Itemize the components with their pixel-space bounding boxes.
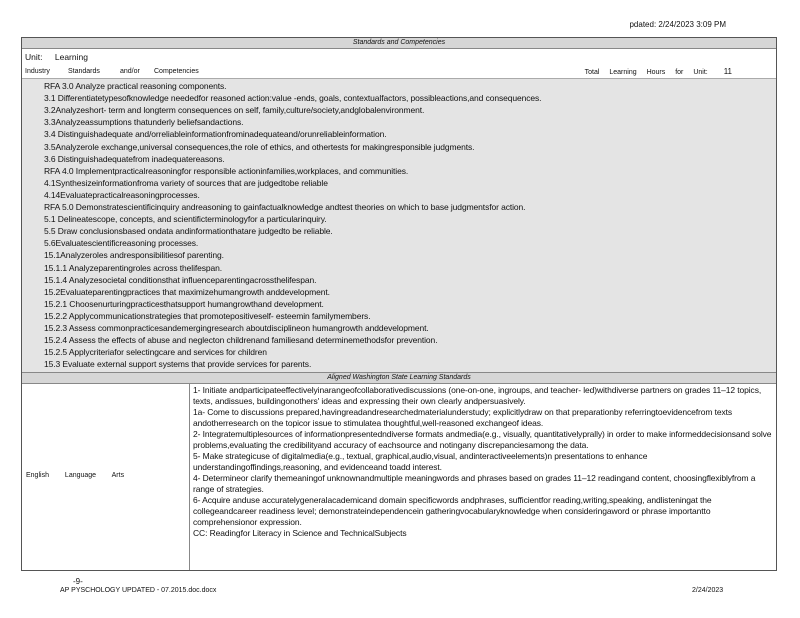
standard-text: 3.4 Distinguishadequate and/orreliableinformationfrominadequateand/orunreliableinformation.: [44, 129, 387, 140]
ela-standards-text: [193, 385, 772, 539]
standard-item: [44, 226, 772, 237]
industry-label: Industry: [25, 68, 50, 75]
total-label: Total: [584, 69, 600, 76]
standard-text: 3.6 Distinguishadequatefrom inadequatereasons.: [44, 153, 225, 164]
standard-text: RFA 3.0 Analyze practical reasoning components.: [44, 81, 227, 91]
standard-item: [44, 263, 772, 274]
standard-item: [44, 323, 772, 334]
standard-text: 5.6Evaluatescientificreasoning processes.: [44, 238, 199, 249]
standard-text: 3.5Analyzerole exchange,universal consequences,the role of ethics, and othertests for makingresponsible judgments.: [44, 141, 475, 152]
standard-item: [44, 105, 772, 116]
standard-item: [44, 275, 772, 286]
standard-text: 5.1 Delineatescope, concepts, and scientificterminologyfor a particularinquiry.: [44, 214, 327, 225]
standard-item: [44, 202, 772, 213]
total-learning-hours: [577, 66, 732, 79]
standard-item: [44, 190, 772, 201]
unit-value: Learning: [54, 52, 88, 62]
standard-item: [44, 129, 772, 140]
standard-item: [44, 117, 772, 128]
standard-item: [44, 250, 772, 261]
andor-label: and/or: [120, 68, 140, 75]
standard-item: [44, 214, 772, 225]
standard-text: 3.3Analyzeassumptions thatunderly beliefsandactions.: [44, 117, 244, 128]
standard-item: [44, 359, 772, 370]
ela-standard-paragraph: 5- Make strategicuse of digitalmedia(e.g., textual, graphical,audio,visual, andinteractiveelements)n presentations to enhance understandingoffindings,reasoning, and evidenceand toadd interest.: [193, 451, 648, 472]
standard-text: 15.2.2 Applycommunicationstrategies that promotepositiveself- esteemin familymembers.: [44, 310, 371, 321]
standard-text: 15.2.5 Applycriteriafor selectingcare and services for children: [44, 347, 267, 358]
standard-item: [44, 154, 772, 165]
standard-item: [44, 287, 772, 298]
standards-label: Standards: [68, 68, 100, 75]
standard-item: [44, 335, 772, 346]
standard-text: RFA 5.0 Demonstratescientificinquiry andreasoning to gainfactualknowledge andtest theories on which to base judgmentsfor action.: [44, 202, 526, 212]
footer-filename: AP PYSCHOLOGY UPDATED - 07.2015.doc.docx: [60, 587, 217, 594]
ela-label: [26, 472, 138, 479]
ela-english: English: [26, 472, 49, 479]
competencies-label: Competencies: [154, 68, 199, 75]
standard-item: [44, 347, 772, 358]
standard-text: 15.2.3 Assess commonpracticesandemergingresearch aboutdisciplineon humangrowth anddevelopment.: [44, 323, 429, 333]
standard-item: [44, 142, 772, 153]
standard-item: [44, 81, 772, 92]
standard-item: [44, 93, 772, 104]
learning-label: Learning: [609, 69, 637, 76]
ela-standard-paragraph: CC: Readingfor Literacy in Science and TechnicalSubjects: [193, 528, 407, 538]
standard-text: 5.5 Draw conclusionsbased ondata andinformationthatare judgedto be reliable.: [44, 226, 333, 237]
standards-list: [22, 79, 776, 373]
ela-standard-paragraph: 4- Determineor clarify themeaningof unknownandmultiple meaningwords and phrases based on grades 11–12 readingand content, choosingflexiblyfrom a range of strategies.: [193, 473, 756, 494]
standard-text: 4.14Evaluatepracticalreasoningprocesses.: [44, 189, 200, 200]
standard-text: 3.2Analyzeshort- term and longterm consequences on self, family,culture/society,andglobalenvironment.: [44, 105, 425, 116]
unit-hours-label: Unit:: [693, 69, 708, 76]
standard-text: 4.1Synthesizeinformationfroma variety of sources that are judgedtobe reliable: [44, 177, 328, 188]
standard-text: 15.3 Evaluate external support systems that provide services for parents.: [44, 359, 312, 370]
ela-standard-paragraph: 2- Integratemultiplesources of informationpresentedndiverse formats andmedia(e.g., visually, quantitativelyprally) in order to make informeddecisionsand solve problems,evaluating the credibilityand accuracy of eachsource and notingany discrepanciesamong the data.: [193, 429, 772, 450]
standards-table: [21, 37, 777, 571]
standard-item: [44, 166, 772, 177]
standard-item: [44, 299, 772, 310]
ela-standard-paragraph: 6- Acquire anduse accuratelygeneralacademicand domain specificwords andphrases, sufficientfor reading,writing,speaking, andlisteningat the collegeandcareer readiness level; demonstrateindependencein gatheringvocabularyknowledge when consideringaword or phrase importantto comprehensionor expression.: [193, 495, 712, 527]
standard-text: 15.2.4 Assess the effects of abuse and neglecton childrenand familiesand determinemethodsfor prevention.: [44, 335, 438, 346]
standard-text: 15.1.4 Analyzesocietal conditionsthat influenceparentingacrossthelifespan.: [44, 274, 317, 285]
page-number: -9-: [73, 577, 83, 586]
updated-timestamp: pdated: 2/24/2023 3:09 PM: [629, 20, 726, 29]
standard-text: RFA 4.0 Implementpracticalreasoningfor responsible actioninfamilies,workplaces, and communities.: [44, 165, 409, 176]
standard-text: 15.2Evaluateparentingpractices that maximizehumangrowth anddevelopment.: [44, 286, 330, 297]
for-label: for: [675, 69, 684, 76]
footer-date: 2/24/2023: [692, 587, 724, 594]
standard-item: [44, 311, 772, 322]
standard-item: [44, 238, 772, 249]
ela-standard-paragraph: 1a- Come to discussions prepared,havingreadandresearchedmaterialunderstudy; explicitlydraw on that preparationby referringtoevidencefrom texts andotherresearch on the topicor issue to stimulatea thoughtful,well-reasoned exchangeof ideas.: [193, 407, 733, 428]
standard-text: 15.1.1 Analyzeparentingroles across thelifespan.: [44, 262, 223, 273]
total-hours-value: 11: [723, 67, 732, 76]
hours-label: Hours: [646, 69, 666, 76]
aligned-standards-header: Aligned Washington State Learning Standards: [22, 373, 776, 384]
ela-language: Language: [64, 472, 97, 479]
industry-header-row: [22, 66, 776, 79]
ela-standard-paragraph: 1- Initiate andparticipateeffectivelyinarangeofcollaborativediscussions (one-on-one, ingroups, and teacher- led)withdiverse partners on grades 11–12 topics, texts, andissues, buildingonothers' ideas and expressing their own clearly andpersuasively.: [193, 385, 762, 406]
unit-row: [25, 52, 98, 62]
ela-arts: Arts: [111, 472, 125, 479]
standard-text: 3.1 Differentiatetypesofknowledge neededfor reasoned action:value -ends, goals, contextualfactors, possibleactions,and consequences.: [44, 93, 542, 104]
standard-text: 15.1Analyzeroles andresponsibilitiesof parenting.: [44, 250, 224, 261]
unit-label: Unit:: [25, 52, 43, 62]
standard-item: [44, 178, 772, 189]
ela-section: [22, 384, 776, 570]
standard-text: 15.2.1 Choosenurturingpracticesthatsupport humangrowthand development.: [44, 298, 324, 309]
standards-competencies-header: Standards and Competencies: [22, 38, 776, 49]
ela-divider: [189, 384, 190, 570]
